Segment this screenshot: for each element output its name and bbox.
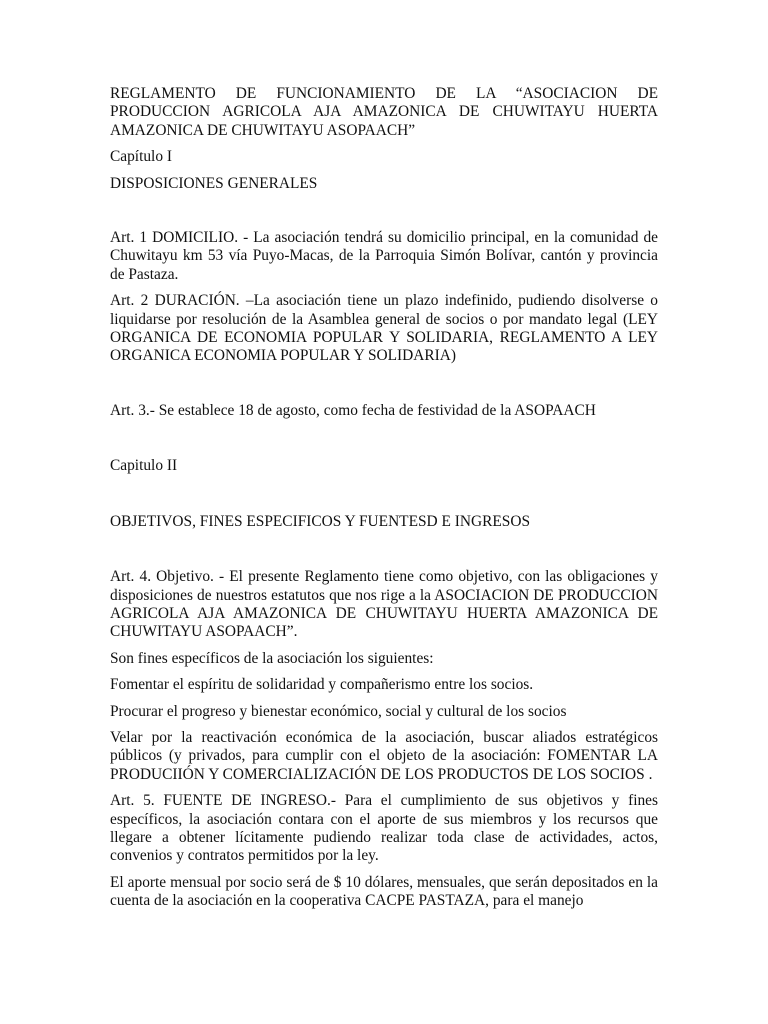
chapter-2-title: OBJETIVOS, FINES ESPECIFICOS Y FUENTESD E INGRESOS (110, 512, 531, 530)
fin-item-3: Velar por la reactivación económica de la asociación, buscar aliados estratégicos públicos (y privados, para cumplir con el objeto de la asociación: FOMENTAR LA PRODUCIIÓN Y COMERCIALIZACIÓN DE LOS PRODUCTOS DE LOS SOCIOS . (110, 728, 658, 783)
chapter-1-heading: Capítulo I (110, 148, 172, 166)
article-1: Art. 1 DOMICILIO. - La asociación tendrá su domicilio principal, en la comunidad de Chuwitayu km 53 vía Puyo-Macas, de la Parroquia Simón Bolívar, cantón y provincia de Pastaza. (110, 229, 658, 283)
chapter-2-heading: Capitulo II (110, 457, 178, 475)
article-4: Art. 4. Objetivo. - El presente Reglamento tiene como objetivo, con las obligaciones y disposiciones de nuestros estatutos que nos rige a la ASOCIACION DE PRODUCCION AGRICOLA AJA AMAZONICA DE CHUWITAYU HUERTA AMAZONICA DE CHUWITAYU ASOPAACH”. (110, 568, 658, 641)
fines-intro: Son fines específicos de la asociación los siguientes: (110, 649, 434, 667)
document-page (110, 85, 658, 919)
article-5: Art. 5. FUENTE DE INGRESO.- Para el cumplimiento de sus objetivos y fines específicos, la asociación contara con el aporte de sus miembros y los recursos que llegare a obtener lícitamente pudiendo realizar toda clase de actividades, actos, convenios y contratos permitidos por la ley. (110, 792, 658, 865)
document-title: REGLAMENTO DE FUNCIONAMIENTO DE LA “ASOCIACION DE PRODUCCION AGRICOLA AJA AMAZONICA DE CHUWITAYU HUERTA AMAZONICA DE CHUWITAYU ASOPAACH” (110, 85, 658, 139)
fin-item-2: Procurar el progreso y bienestar económico, social y cultural de los socios (110, 702, 567, 720)
article-2: Art. 2 DURACIÓN. –La asociación tiene un plazo indefinido, pudiendo disolverse o liquidarse por resolución de la Asamblea general de socios o por mandato legal (LEY ORGANICA DE ECONOMIA POPULAR Y SOLIDARIA, REGLAMENTO A LEY ORGANICA ECONOMIA POPULAR Y SOLIDARIA) (110, 292, 658, 365)
chapter-1-title: DISPOSICIONES GENERALES (110, 174, 318, 192)
aporte-paragraph: El aporte mensual por socio será de $ 10 dólares, mensuales, que serán depositados en la cuenta de la asociación en la cooperativa CACPE PASTAZA, para el manejo (110, 873, 658, 910)
article-3: Art. 3.- Se establece 18 de agosto, como fecha de festividad de la ASOPAACH (110, 401, 596, 419)
fin-item-1: Fomentar el espíritu de solidaridad y compañerismo entre los socios. (110, 676, 534, 694)
